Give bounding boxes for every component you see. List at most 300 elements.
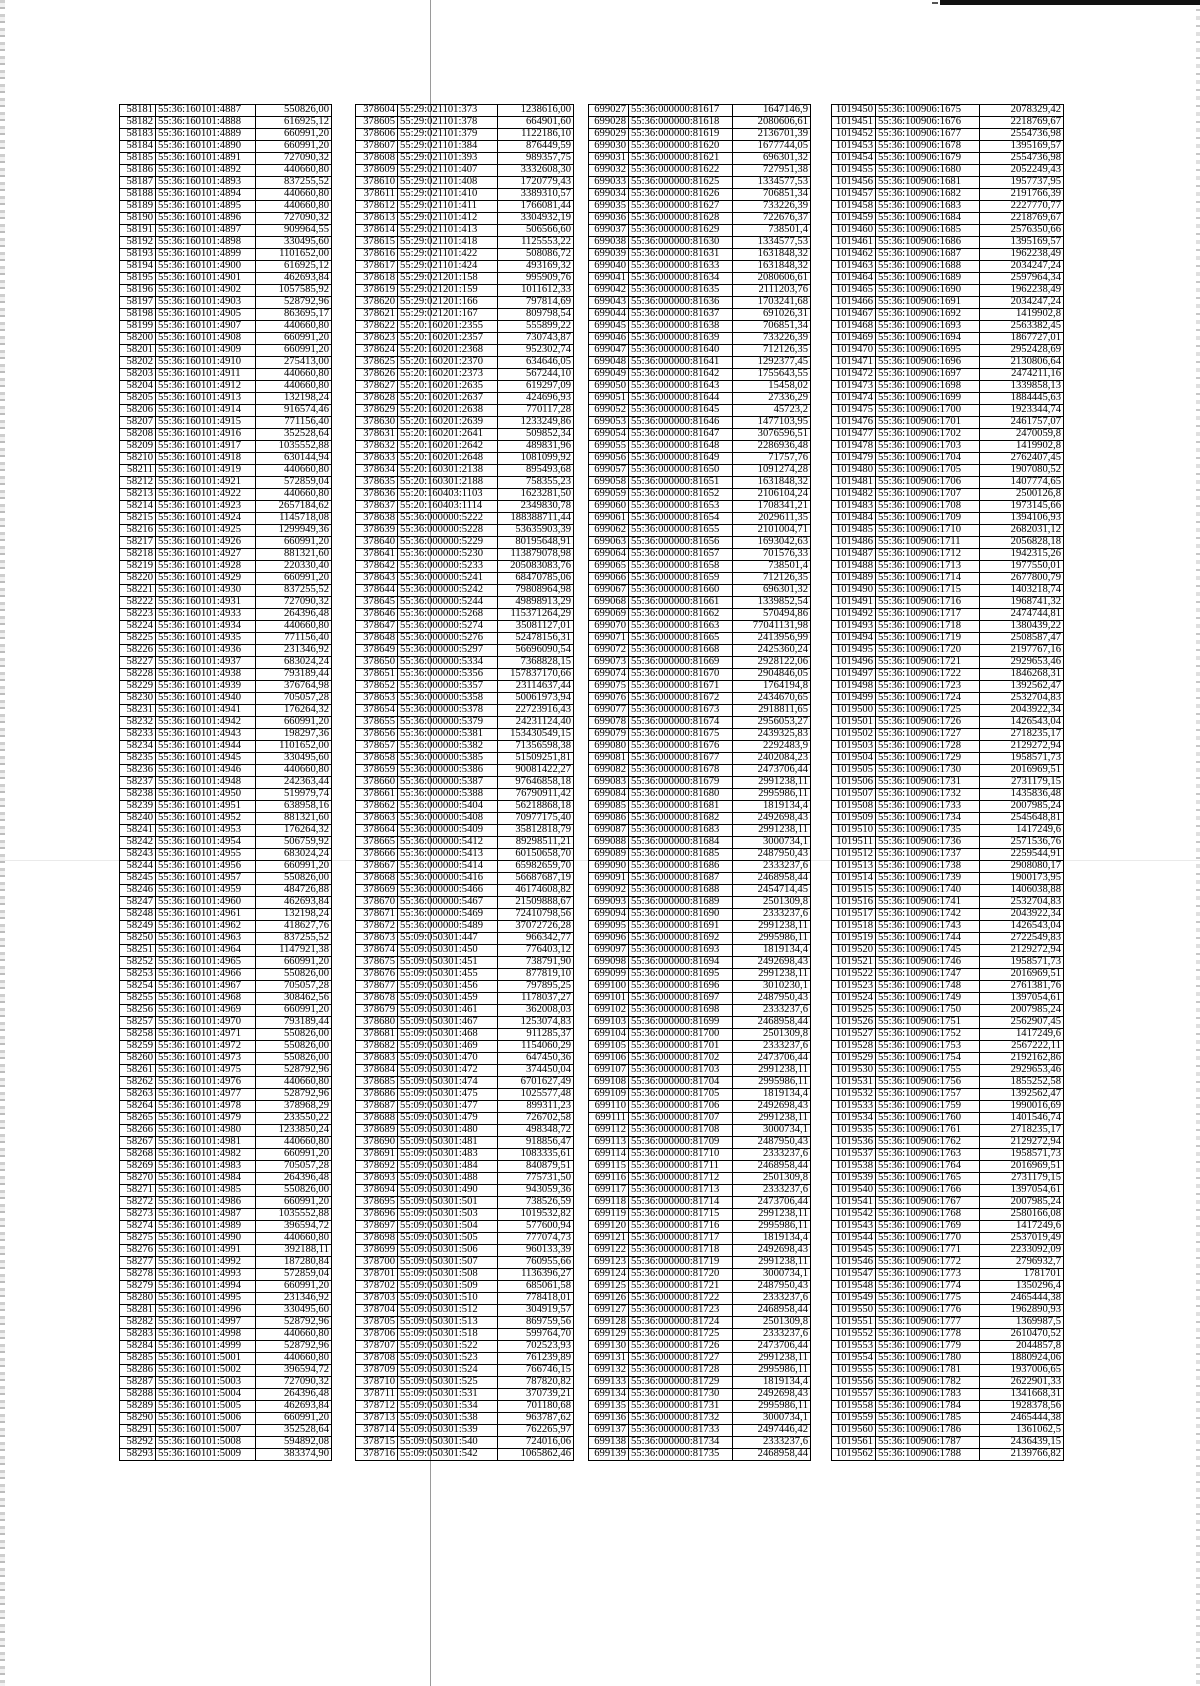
table-row: [832, 993, 1064, 1005]
cadastral-number-cell: 55:36:000000:81649: [629, 453, 733, 465]
cadastral-value-cell: 1962890,93: [980, 1305, 1064, 1317]
cadastral-value-cell: 2192162,86: [980, 1053, 1064, 1065]
cadastral-number-cell: 55:36:000000:5356: [398, 669, 498, 681]
cadastral-number-cell: 55:36:000000:5382: [398, 741, 498, 753]
cadastral-number-cell: 55:36:100906:1779: [876, 1341, 980, 1353]
table-row: [356, 345, 574, 357]
table-row: [356, 261, 574, 273]
cadastral-value-cell: 2286936,48: [733, 441, 811, 453]
table-row: [356, 1449, 574, 1461]
table-row: [832, 717, 1064, 729]
row-number-cell: 699131: [589, 1353, 629, 1365]
table-row: [120, 825, 332, 837]
row-number-cell: 58242: [120, 837, 156, 849]
cadastral-number-cell: 55:36:100906:1699: [876, 393, 980, 405]
row-number-cell: 58238: [120, 789, 156, 801]
row-number-cell: 58204: [120, 381, 156, 393]
row-number-cell: 378641: [356, 549, 398, 561]
cadastral-value-cell: 660991,20: [256, 717, 332, 729]
cadastral-value-cell: 758355,23: [498, 477, 574, 489]
cadastral-value-cell: 550826,00: [256, 1185, 332, 1197]
row-number-cell: 58249: [120, 921, 156, 933]
cadastral-number-cell: 55:36:160101:4960: [156, 897, 256, 909]
row-number-cell: 378687: [356, 1101, 398, 1113]
cadastral-number-cell: 55:36:000000:81720: [629, 1269, 733, 1281]
cadastral-value-cell: 21509888,67: [498, 897, 574, 909]
table-row: [589, 369, 811, 381]
cadastral-value-cell: 2492698,43: [733, 1389, 811, 1401]
table-row: [356, 1245, 574, 1257]
cadastral-number-cell: 55:36:000000:81621: [629, 153, 733, 165]
cadastral-number-cell: 55:36:100906:1761: [876, 1125, 980, 1137]
cadastral-value-cell: 2043922,34: [980, 705, 1064, 717]
table-row: [120, 1161, 332, 1173]
cadastral-value-cell: 1623281,50: [498, 489, 574, 501]
table-row: [832, 453, 1064, 465]
cadastral-number-cell: 55:09:050301:507: [398, 1257, 498, 1269]
row-number-cell: 378674: [356, 945, 398, 957]
table-row: [832, 573, 1064, 585]
cadastral-number-cell: 55:36:160101:4924: [156, 513, 256, 525]
cadastral-number-cell: 55:29:021201:167: [398, 309, 498, 321]
row-number-cell: 1019478: [832, 441, 876, 453]
cadastral-value-cell: 231346,92: [256, 645, 332, 657]
cadastral-number-cell: 55:09:050301:459: [398, 993, 498, 1005]
cadastral-value-cell: 3332608,30: [498, 165, 574, 177]
table-row: [832, 117, 1064, 129]
row-number-cell: 58219: [120, 561, 156, 573]
table-row: [589, 777, 811, 789]
cadastral-number-cell: 55:36:160101:4921: [156, 477, 256, 489]
cadastral-number-cell: 55:36:160101:4963: [156, 933, 256, 945]
cadastral-number-cell: 55:36:160101:4933: [156, 609, 256, 621]
row-number-cell: 699111: [589, 1113, 629, 1125]
cadastral-value-cell: 2473706,44: [733, 1053, 811, 1065]
row-number-cell: 378638: [356, 513, 398, 525]
scan-top-edge-mark: [940, 0, 1200, 5]
table-row: [589, 1197, 811, 1209]
row-number-cell: 699118: [589, 1197, 629, 1209]
table-row: [832, 441, 1064, 453]
cadastral-number-cell: 55:36:100906:1694: [876, 333, 980, 345]
table-row: [356, 453, 574, 465]
cadastral-number-cell: 55:36:000000:81663: [629, 621, 733, 633]
table-row: [120, 945, 332, 957]
row-number-cell: 1019497: [832, 669, 876, 681]
row-number-cell: 58286: [120, 1365, 156, 1377]
table-row: [120, 1437, 332, 1449]
cadastral-number-cell: 55:09:050301:513: [398, 1317, 498, 1329]
cadastral-value-cell: 778418,01: [498, 1293, 574, 1305]
table-row: [832, 489, 1064, 501]
cadastral-number-cell: 55:36:160101:5006: [156, 1413, 256, 1425]
cadastral-number-cell: 55:36:100906:1689: [876, 273, 980, 285]
cadastral-number-cell: 55:36:000000:81665: [629, 633, 733, 645]
row-number-cell: 1019456: [832, 177, 876, 189]
cadastral-value-cell: 797814,69: [498, 297, 574, 309]
row-number-cell: 699127: [589, 1305, 629, 1317]
cadastral-number-cell: 55:36:000000:81684: [629, 837, 733, 849]
row-number-cell: 58218: [120, 549, 156, 561]
table-row: [832, 477, 1064, 489]
cadastral-value-cell: 2554736,98: [980, 153, 1064, 165]
cadastral-number-cell: 55:36:160101:4907: [156, 321, 256, 333]
cadastral-number-cell: 55:36:000000:81730: [629, 1389, 733, 1401]
cadastral-value-cell: 760955,66: [498, 1257, 574, 1269]
cadastral-value-cell: 1334577,53: [733, 177, 811, 189]
cadastral-value-cell: 995909,76: [498, 273, 574, 285]
row-number-cell: 58275: [120, 1233, 156, 1245]
table-body: [356, 105, 574, 1461]
cadastral-value-cell: 1631848,32: [733, 477, 811, 489]
cadastral-number-cell: 55:36:100906:1760: [876, 1113, 980, 1125]
table-row: [356, 1281, 574, 1293]
cadastral-value-cell: 2929653,46: [980, 657, 1064, 669]
table-row: [589, 513, 811, 525]
row-number-cell: 378682: [356, 1041, 398, 1053]
cadastral-number-cell: 55:36:000000:81727: [629, 1353, 733, 1365]
cadastral-number-cell: 55:36:100906:1742: [876, 909, 980, 921]
cadastral-value-cell: 2333237,6: [733, 1041, 811, 1053]
cadastral-value-cell: 2501309,8: [733, 1317, 811, 1329]
row-number-cell: 1019470: [832, 345, 876, 357]
cadastral-number-cell: 55:36:000000:81671: [629, 681, 733, 693]
cadastral-number-cell: 55:36:160101:4957: [156, 873, 256, 885]
cadastral-value-cell: 738526,59: [498, 1197, 574, 1209]
row-number-cell: 1019522: [832, 969, 876, 981]
row-number-cell: 378650: [356, 657, 398, 669]
cadastral-value-cell: 264396,48: [256, 609, 332, 621]
cadastral-number-cell: 55:36:160101:4969: [156, 1005, 256, 1017]
row-number-cell: 699104: [589, 1029, 629, 1041]
table-row: [120, 405, 332, 417]
row-number-cell: 378617: [356, 261, 398, 273]
cadastral-number-cell: 55:36:160101:4948: [156, 777, 256, 789]
row-number-cell: 378691: [356, 1149, 398, 1161]
cadastral-number-cell: 55:36:160101:4926: [156, 537, 256, 549]
table-row: [589, 825, 811, 837]
row-number-cell: 58185: [120, 153, 156, 165]
cadastral-value-cell: 1406038,88: [980, 885, 1064, 897]
table-row: [832, 1173, 1064, 1185]
cadastral-number-cell: 55:36:000000:81668: [629, 645, 733, 657]
table-row: [589, 213, 811, 225]
row-number-cell: 58231: [120, 705, 156, 717]
row-number-cell: 58202: [120, 357, 156, 369]
row-number-cell: 378697: [356, 1221, 398, 1233]
cadastral-number-cell: 55:36:160101:4978: [156, 1101, 256, 1113]
table-row: [356, 357, 574, 369]
table-row: [120, 909, 332, 921]
cadastral-number-cell: 55:36:100906:1728: [876, 741, 980, 753]
cadastral-value-cell: 2532704,83: [980, 693, 1064, 705]
cadastral-value-cell: 2436439,15: [980, 1437, 1064, 1449]
cadastral-value-cell: 1035552,88: [256, 441, 332, 453]
cadastral-value-cell: 231346,92: [256, 1293, 332, 1305]
table-row: [120, 801, 332, 813]
table-row: [589, 225, 811, 237]
table-row: [832, 861, 1064, 873]
table-row: [589, 729, 811, 741]
cadastral-number-cell: 55:36:160101:4994: [156, 1281, 256, 1293]
table-row: [589, 645, 811, 657]
cadastral-number-cell: 55:36:160101:4992: [156, 1257, 256, 1269]
table-row: [356, 393, 574, 405]
cadastral-number-cell: 55:36:100906:1772: [876, 1257, 980, 1269]
cadastral-number-cell: 55:36:160101:4983: [156, 1161, 256, 1173]
table-row: [356, 333, 574, 345]
cadastral-number-cell: 55:36:000000:5297: [398, 645, 498, 657]
cadastral-value-cell: 616925,12: [256, 117, 332, 129]
table-row: [356, 1233, 574, 1245]
cadastral-value-cell: 2130806,64: [980, 357, 1064, 369]
table-row: [120, 921, 332, 933]
row-number-cell: 1019513: [832, 861, 876, 873]
table-row: [120, 729, 332, 741]
cadastral-value-cell: 1766081,44: [498, 201, 574, 213]
row-number-cell: 699075: [589, 681, 629, 693]
row-number-cell: 1019523: [832, 981, 876, 993]
cadastral-value-cell: 35081127,01: [498, 621, 574, 633]
cadastral-value-cell: 1417249,6: [980, 1029, 1064, 1041]
cadastral-value-cell: 691026,31: [733, 309, 811, 321]
cadastral-value-cell: 383374,90: [256, 1449, 332, 1461]
cadastral-number-cell: 55:36:100906:1708: [876, 501, 980, 513]
cadastral-number-cell: 55:36:000000:81693: [629, 945, 733, 957]
table-row: [120, 501, 332, 513]
cadastral-table-1: [119, 104, 332, 1461]
row-number-cell: 699051: [589, 393, 629, 405]
cadastral-number-cell: 55:09:050301:540: [398, 1437, 498, 1449]
row-number-cell: 58214: [120, 501, 156, 513]
row-number-cell: 699029: [589, 129, 629, 141]
table-row: [832, 1257, 1064, 1269]
row-number-cell: 378647: [356, 621, 398, 633]
row-number-cell: 58188: [120, 189, 156, 201]
cadastral-value-cell: 1962238,49: [980, 285, 1064, 297]
cadastral-number-cell: 55:36:000000:81685: [629, 849, 733, 861]
cadastral-value-cell: 76790911,42: [498, 789, 574, 801]
cadastral-value-cell: 188388711,44: [498, 513, 574, 525]
cadastral-number-cell: 55:36:100906:1778: [876, 1329, 980, 1341]
row-number-cell: 699099: [589, 969, 629, 981]
row-number-cell: 58264: [120, 1101, 156, 1113]
cadastral-value-cell: 1990016,69: [980, 1101, 1064, 1113]
cadastral-number-cell: 55:36:100906:1721: [876, 657, 980, 669]
cadastral-value-cell: 2657184,62: [256, 501, 332, 513]
cadastral-number-cell: 55:36:000000:81626: [629, 189, 733, 201]
cadastral-number-cell: 55:29:021101:379: [398, 129, 498, 141]
cadastral-value-cell: 2487950,43: [733, 1137, 811, 1149]
table-body: [589, 105, 811, 1461]
cadastral-number-cell: 55:36:000000:5357: [398, 681, 498, 693]
cadastral-number-cell: 55:36:000000:81713: [629, 1185, 733, 1197]
table-row: [589, 693, 811, 705]
cadastral-value-cell: 1122186,10: [498, 129, 574, 141]
cadastral-value-cell: 2622901,33: [980, 1377, 1064, 1389]
cadastral-value-cell: 330495,60: [256, 1305, 332, 1317]
row-number-cell: 378646: [356, 609, 398, 621]
scan-speck: [932, 2, 938, 4]
table-row: [832, 405, 1064, 417]
cadastral-value-cell: 70977175,40: [498, 813, 574, 825]
cadastral-value-cell: 2468958,44: [733, 1449, 811, 1461]
table-row: [120, 165, 332, 177]
cadastral-number-cell: 55:36:160101:4950: [156, 789, 256, 801]
cadastral-value-cell: 837255,52: [256, 933, 332, 945]
table-row: [120, 117, 332, 129]
table-row: [832, 1209, 1064, 1221]
cadastral-value-cell: 2501309,8: [733, 897, 811, 909]
table-row: [589, 1233, 811, 1245]
row-number-cell: 699077: [589, 705, 629, 717]
row-number-cell: 378611: [356, 189, 398, 201]
cadastral-value-cell: 1693042,63: [733, 537, 811, 549]
cadastral-value-cell: 660991,20: [256, 861, 332, 873]
cadastral-number-cell: 55:36:100906:1757: [876, 1089, 980, 1101]
table-row: [356, 429, 574, 441]
cadastral-number-cell: 55:36:100906:1782: [876, 1377, 980, 1389]
cadastral-number-cell: 55:36:100906:1680: [876, 165, 980, 177]
table-row: [832, 321, 1064, 333]
cadastral-value-cell: 916574,46: [256, 405, 332, 417]
cadastral-value-cell: 730743,87: [498, 333, 574, 345]
cadastral-value-cell: 630144,94: [256, 453, 332, 465]
cadastral-value-cell: 2908080,17: [980, 861, 1064, 873]
row-number-cell: 1019549: [832, 1293, 876, 1305]
row-number-cell: 378679: [356, 1005, 398, 1017]
cadastral-value-cell: 3010230,1: [733, 981, 811, 993]
cadastral-value-cell: 1647146,9: [733, 105, 811, 117]
cadastral-number-cell: 55:36:160101:4986: [156, 1197, 256, 1209]
cadastral-number-cell: 55:36:100906:1690: [876, 285, 980, 297]
row-number-cell: 699092: [589, 885, 629, 897]
table-row: [832, 1221, 1064, 1233]
cadastral-value-cell: 1417249,6: [980, 1221, 1064, 1233]
cadastral-value-cell: 869759,56: [498, 1317, 574, 1329]
row-number-cell: 1019538: [832, 1161, 876, 1173]
table-row: [589, 453, 811, 465]
cadastral-value-cell: 619297,09: [498, 381, 574, 393]
cadastral-number-cell: 55:36:100906:1774: [876, 1281, 980, 1293]
cadastral-value-cell: 198297,36: [256, 729, 332, 741]
cadastral-number-cell: 55:36:100906:1688: [876, 261, 980, 273]
row-number-cell: 699105: [589, 1041, 629, 1053]
row-number-cell: 58206: [120, 405, 156, 417]
table-row: [832, 549, 1064, 561]
cadastral-number-cell: 55:36:000000:81694: [629, 957, 733, 969]
cadastral-value-cell: 733226,39: [733, 201, 811, 213]
table-row: [120, 609, 332, 621]
cadastral-number-cell: 55:36:000000:5276: [398, 633, 498, 645]
table-row: [356, 1185, 574, 1197]
table-row: [589, 441, 811, 453]
row-number-cell: 1019455: [832, 165, 876, 177]
row-number-cell: 58293: [120, 1449, 156, 1461]
cadastral-value-cell: 65982659,70: [498, 861, 574, 873]
cadastral-number-cell: 55:29:021101:407: [398, 165, 498, 177]
row-number-cell: 1019483: [832, 501, 876, 513]
cadastral-value-cell: 2402084,23: [733, 753, 811, 765]
cadastral-number-cell: 55:36:160101:5003: [156, 1377, 256, 1389]
row-number-cell: 1019557: [832, 1389, 876, 1401]
cadastral-number-cell: 55:36:000000:81709: [629, 1137, 733, 1149]
cadastral-number-cell: 55:36:160101:4898: [156, 237, 256, 249]
table-row: [589, 957, 811, 969]
cadastral-number-cell: 55:36:000000:5409: [398, 825, 498, 837]
row-number-cell: 1019486: [832, 537, 876, 549]
row-number-cell: 378640: [356, 537, 398, 549]
cadastral-number-cell: 55:36:100906:1710: [876, 525, 980, 537]
row-number-cell: 699062: [589, 525, 629, 537]
row-number-cell: 378626: [356, 369, 398, 381]
table-row: [356, 753, 574, 765]
row-number-cell: 58181: [120, 105, 156, 117]
cadastral-number-cell: 55:36:000000:81659: [629, 573, 733, 585]
cadastral-value-cell: 2111203,76: [733, 285, 811, 297]
row-number-cell: 699089: [589, 849, 629, 861]
row-number-cell: 58194: [120, 261, 156, 273]
table-row: [832, 237, 1064, 249]
cadastral-value-cell: 2991238,11: [733, 921, 811, 933]
cadastral-value-cell: 2333237,6: [733, 1149, 811, 1161]
table-row: [120, 225, 332, 237]
table-row: [356, 237, 574, 249]
cadastral-value-cell: 1397054,61: [980, 993, 1064, 1005]
row-number-cell: 1019515: [832, 885, 876, 897]
row-number-cell: 378705: [356, 1317, 398, 1329]
row-number-cell: 378676: [356, 969, 398, 981]
table-row: [589, 1305, 811, 1317]
cadastral-value-cell: 1397054,61: [980, 1185, 1064, 1197]
table-row: [356, 213, 574, 225]
row-number-cell: 378633: [356, 453, 398, 465]
cadastral-number-cell: 55:36:160101:4936: [156, 645, 256, 657]
cadastral-number-cell: 55:36:160101:4993: [156, 1269, 256, 1281]
table-row: [356, 1269, 574, 1281]
row-number-cell: 378625: [356, 357, 398, 369]
table-row: [120, 1089, 332, 1101]
table-row: [832, 369, 1064, 381]
cadastral-number-cell: 55:36:000000:5230: [398, 549, 498, 561]
cadastral-number-cell: 55:36:160101:4892: [156, 165, 256, 177]
row-number-cell: 699095: [589, 921, 629, 933]
cadastral-value-cell: 660991,20: [256, 1197, 332, 1209]
cadastral-value-cell: 647450,36: [498, 1053, 574, 1065]
row-number-cell: 378629: [356, 405, 398, 417]
cadastral-number-cell: 55:36:000000:81622: [629, 165, 733, 177]
row-number-cell: 378632: [356, 441, 398, 453]
cadastral-number-cell: 55:36:000000:81712: [629, 1173, 733, 1185]
cadastral-value-cell: 727090,32: [256, 153, 332, 165]
cadastral-number-cell: 55:36:160101:4953: [156, 825, 256, 837]
row-number-cell: 699054: [589, 429, 629, 441]
table-row: [120, 1017, 332, 1029]
cadastral-value-cell: 49898913,29: [498, 597, 574, 609]
row-number-cell: 1019546: [832, 1257, 876, 1269]
table-row: [832, 1377, 1064, 1389]
table-row: [356, 981, 574, 993]
cadastral-value-cell: 2929653,46: [980, 1065, 1064, 1077]
table-row: [356, 273, 574, 285]
row-number-cell: 1019555: [832, 1365, 876, 1377]
cadastral-number-cell: 55:36:100906:1696: [876, 357, 980, 369]
table-row: [832, 957, 1064, 969]
cadastral-value-cell: 683024,24: [256, 657, 332, 669]
row-number-cell: 378693: [356, 1173, 398, 1185]
table-row: [589, 393, 811, 405]
row-number-cell: 58216: [120, 525, 156, 537]
